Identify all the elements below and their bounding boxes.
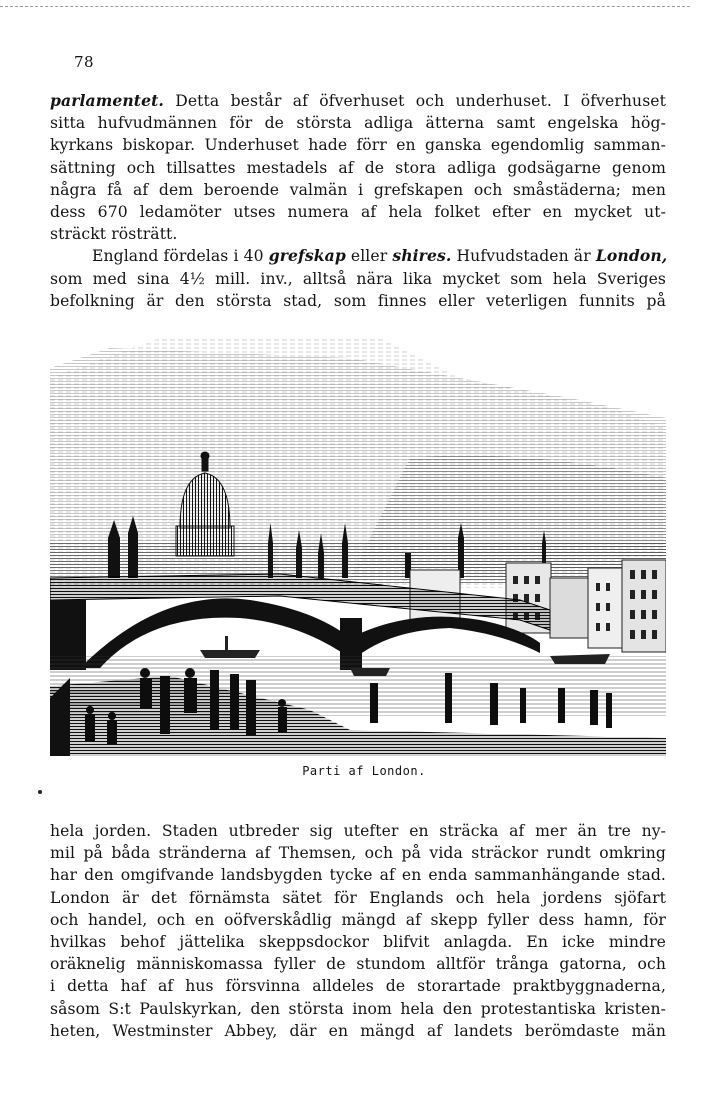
text-line: och handel, och en oöfverskådlig mängd af skepp fyller dess hamn, för [50,910,666,929]
paragraph-parliament [50,90,666,312]
paragraph-london [50,820,666,1042]
text-line: hela jorden. Staden utbreder sig utefter en sträcka af mer än tre ny- [50,822,666,840]
text-line: sträckt rösträtt. [50,225,178,244]
text-line: har den omgifvande landsbygden tycke af en enda sammanhängande stad. [50,866,666,885]
text-line: parlamentet. Detta består af öfverhuset och underhuset. I öfverhuset [50,91,666,110]
text-line: i detta haf af hus försvinna alldeles de storartade praktbyggnaderna, [50,977,666,996]
text-line: dess 670 ledamöter utses numera af hela folket efter en mycket ut- [50,202,666,221]
text-line: England fördelas i 40 grefskap eller shires. Hufvudstaden är London, [92,246,668,266]
text-line: heten, Westminster Abbey, där en mängd af landets berömdaste män [50,1021,666,1040]
text-line: oräknelig människomassa fyller de stundom alltför trånga gatorna, och [50,955,666,974]
text-line: mil på båda stränderna af Themsen, och på vida sträckor rundt omkring [50,844,666,863]
text-line: kyrkans biskopar. Underhuset hade förr en ganska egendomlig samman- [50,136,666,155]
text-line: hvilkas behof jättelika skeppsdockor blifvit anlagda. En icke mindre [50,932,666,951]
text-line: såsom S:t Paulskyrkan, den största inom hela den protestantiska kristen- [50,999,666,1018]
london-engraving-illustration [50,338,666,756]
text-line: befolkning är den största stad, som finnes eller veterligen funnits på [50,291,666,310]
page-number: 78 [74,53,95,71]
text-line: som med sina 4½ mill. inv., alltså nära lika mycket som hela Sveriges [50,269,666,288]
margin-dot [38,790,42,794]
text-line: sitta hufvudmännen för de största adliga ätterna samt engelska hög- [50,114,666,133]
text-line: sättning och tillsattes mestadels af de stora adliga godsägarne genom [50,158,666,177]
figure-caption: Parti af London. [302,764,426,778]
top-border-rule [0,6,690,7]
text-line: några få af dem beroende valmän i grefskapen och småstäderna; men [50,180,666,199]
text-line: London är det förnämsta sätet för Englands och hela jordens sjöfart [50,888,666,907]
